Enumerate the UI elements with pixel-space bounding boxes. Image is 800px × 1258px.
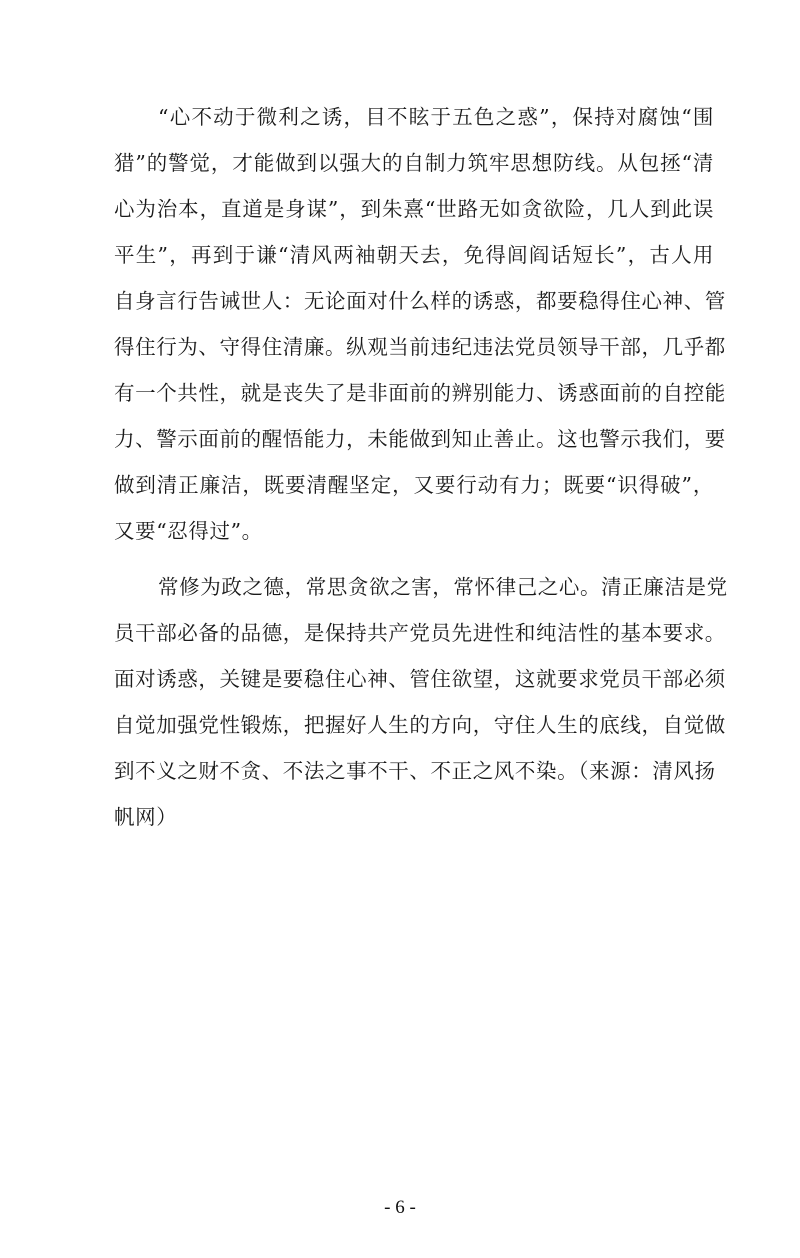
- paragraph-line: 猎”的警觉，才能做到以强大的自制力筑牢思想防线。从包拯“清: [114, 151, 714, 175]
- document-body: [114, 94, 728, 840]
- paragraph-line: 得住行为、守得住清廉。纵观当前违纪违法党员领导干部，几乎都: [114, 335, 726, 359]
- paragraph-line: 做到清正廉洁，既要清醒坚定，又要行动有力；既要“识得破”，: [114, 473, 714, 497]
- paragraph-1: [114, 94, 726, 554]
- paragraph-line: “心不动于微利之诱，目不眩于五色之惑”，保持对腐蚀“围: [158, 105, 714, 129]
- paragraph-line: 有一个共性，就是丧失了是非面前的辨别能力、诱惑面前的自控能: [114, 381, 726, 405]
- paragraph-line: 自身言行告诫世人：无论面对什么样的诱惑，都要稳得住心神、管: [114, 289, 726, 313]
- paragraph-line-last: 帆网）: [114, 805, 178, 829]
- paragraph-line: 面对诱惑，关键是要稳住心神、管住欲望，这就要求党员干部必须: [114, 667, 726, 691]
- paragraph-line: 自觉加强党性锻炼，把握好人生的方向，守住人生的底线，自觉做: [114, 713, 726, 737]
- paragraph-spacer: [114, 554, 714, 564]
- paragraph-line: 力、警示面前的醒悟能力，未能做到知止善止。这也警示我们，要: [114, 427, 726, 451]
- paragraph-2: [114, 564, 728, 840]
- paragraph-line: 平生”，再到于谦“清风两袖朝天去，免得闾阎话短长”，古人用: [114, 243, 714, 267]
- paragraph-line: 常修为政之德，常思贪欲之害，常怀律己之心。清正廉洁是党: [158, 575, 728, 599]
- page-number: - 6 -: [384, 1197, 416, 1218]
- paragraph-line: 员干部必备的品德，是保持共产党员先进性和纯洁性的基本要求。: [114, 621, 726, 645]
- paragraph-line: 到不义之财不贪、不法之事不干、不正之风不染。（来源：清风扬: [114, 759, 716, 783]
- paragraph-line: 心为治本，直道是身谋”，到朱熹“世路无如贪欲险，几人到此误: [114, 197, 714, 221]
- paragraph-line-last: 又要“忍得过”。: [114, 519, 263, 543]
